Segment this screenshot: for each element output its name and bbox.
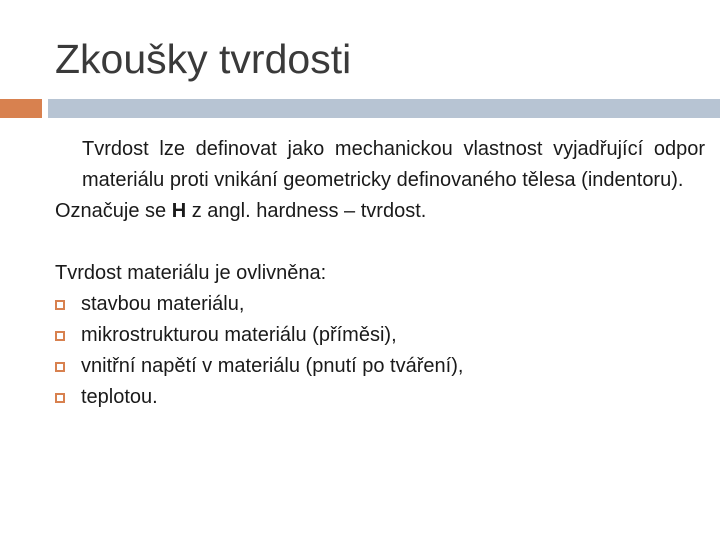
- designation-symbol: H: [171, 200, 187, 222]
- paragraph-spacer: [55, 227, 705, 258]
- list-item-text: vnitřní napětí v materiálu (pnutí po tváření),: [81, 355, 464, 377]
- hardness-designation: [55, 196, 705, 227]
- list-item-text: teplotou.: [81, 386, 158, 408]
- hollow-square-icon: [55, 300, 65, 310]
- list-item: [55, 289, 705, 320]
- hardness-definition: Tvrdost lze definovat jako mechanickou vlastnost vyjadřující odpor materiálu proti vnikání geometricky definovaného tělesa (indentoru).: [82, 138, 705, 191]
- slide-body: [55, 134, 705, 413]
- title-divider-accent: [0, 99, 42, 118]
- list-item: [55, 320, 705, 351]
- influence-list: [55, 289, 705, 413]
- slide-title: Zkoušky tvrdosti: [55, 36, 352, 82]
- hollow-square-icon: [55, 331, 65, 341]
- hollow-square-icon: [55, 362, 65, 372]
- list-item-text: stavbou materiálu,: [81, 293, 245, 315]
- list-item-text: mikrostrukturou materiálu (příměsi),: [81, 324, 397, 346]
- designation-prefix: Označuje se: [55, 200, 172, 222]
- title-divider-line: [48, 99, 720, 118]
- influence-intro: Tvrdost materiálu je ovlivněna:: [55, 262, 327, 284]
- list-item: [55, 382, 705, 413]
- list-item: [55, 351, 705, 382]
- hollow-square-icon: [55, 393, 65, 403]
- designation-suffix: z angl. hardness – tvrdost.: [186, 200, 427, 222]
